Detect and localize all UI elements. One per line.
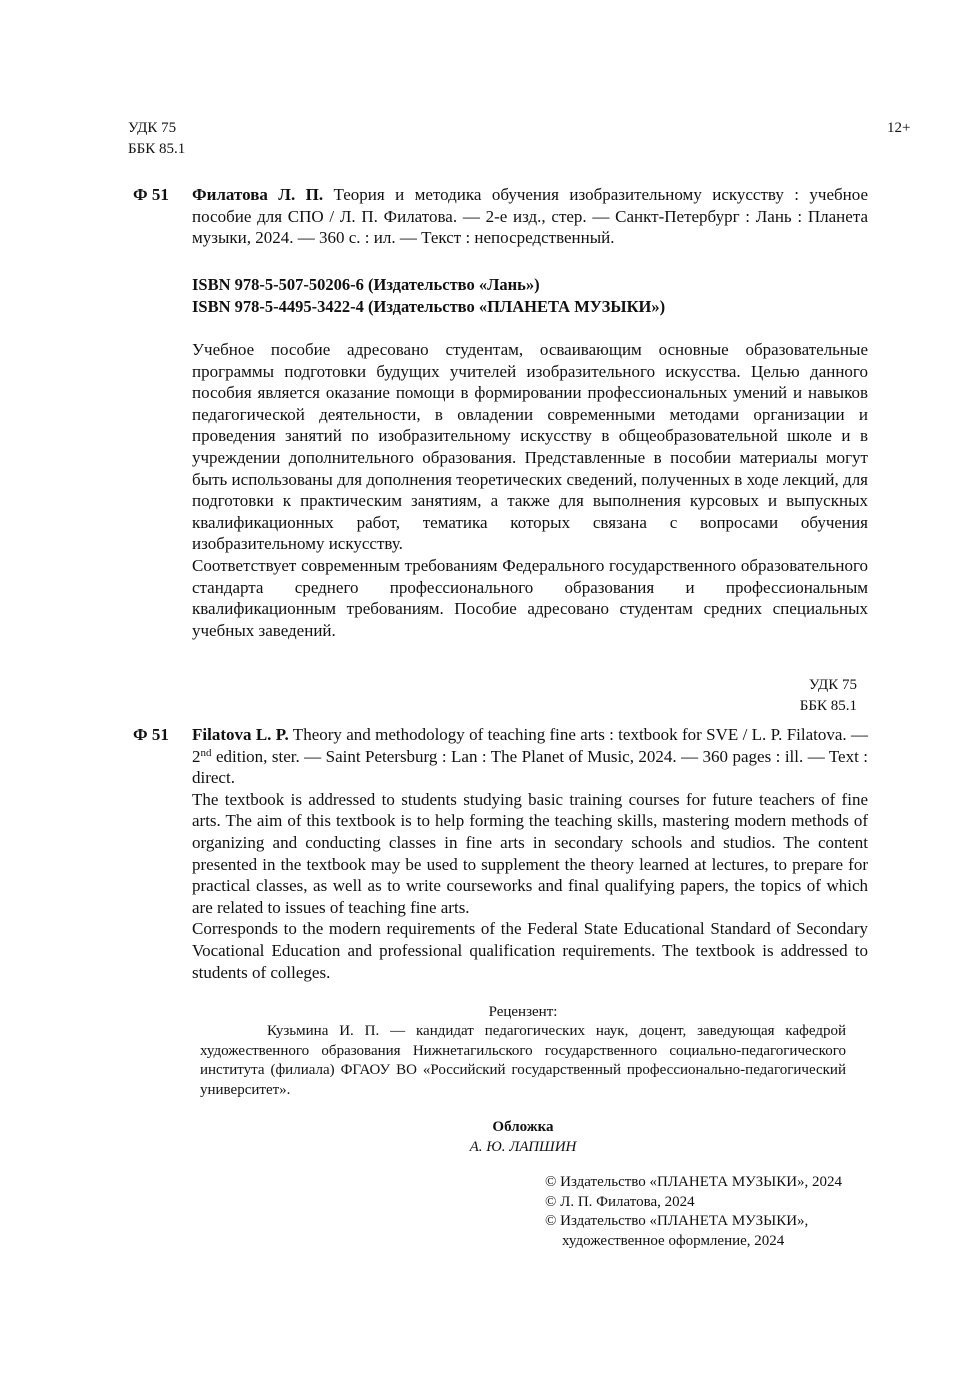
reference-author-ru: Филатова Л. П. [192, 185, 324, 204]
copyright-line: © Издательство «ПЛАНЕТА МУЗЫКИ», 2024 [545, 1174, 843, 1190]
copyright-block [545, 1173, 842, 1251]
reference-text-en-cont: edition, ster. — Saint Petersburg : Lan : The Planet of Music, 2024. — 360 pages : ill. — Text : direct. [192, 746, 868, 788]
reviewer-heading: Рецензент: [488, 1004, 558, 1020]
cover-heading: Обложка [492, 1119, 554, 1135]
age-rating: 12+ [887, 120, 911, 136]
annotation-paragraph-en: The textbook is addressed to students studying basic training courses for future teachers of fine arts. The aim of this textbook is to help forming the teaching skills, mastering modern methods of organizing and conducting classes in fine arts in secondary schools and studios. The content presented in the textbook may be used to supplement the theory learned at lectures, to prepare for practical classes, as well as to write courseworks and final qualifying papers, the topics of which are related to issues of teaching fine arts. [192, 789, 868, 917]
annotation-paragraph: Учебное пособие адресовано студентам, осваивающим основные образовательные программы подготовки будущих учителей изобразительного искусства. Целью данного пособия является оказание помощи в формировании профессиональных умений и навыков педагогической деятельности, в овладении современными методами организации и проведения занятий по изобразительному искусству в общеобразовательной школе и в учреждении дополнительного образования. Представленные в пособии материалы могут быть использованы для дополнения теоретических сведений, полученных в ходе лекций, для подготовки к практическим занятиям, а также для выполнения курсовых и выпускных квалификационных работ, тематика которых связана с вопросами обучения изобразительному искусству. [192, 340, 868, 554]
copyright-line: художественное оформление, 2024 [562, 1232, 785, 1249]
cover-designer: А. Ю. ЛАПШИН [469, 1139, 577, 1155]
annotation-paragraph: Соответствует современным требованиям Федерального государственного образовательного стандарта среднего профессионального образования и профессиональным квалификационным требованиям. Пособие адресовано студентам средних специальных учебных заведений. [192, 555, 868, 640]
bbk-code: ББК 85.1 [128, 141, 186, 157]
bibliographic-reference-ru [192, 184, 868, 249]
classification-codes-right [800, 675, 857, 717]
reference-text-ru: Теория и методика обучения изобразительному искусству : учебное пособие для СПО / Л. П. Филатова. — 2-е изд., стер. — Санкт-Петербург : Лань : Планета музыки, 2024. — 360 с. : ил. — Текст : непосредственный. [192, 185, 868, 248]
author-mark-ru: Ф 51 [133, 185, 169, 204]
classification-codes-top [128, 118, 185, 160]
reference-text-en: Theory and methodology of teaching fine arts : textbook for SVE / L. P. Filatova. — 2 [192, 725, 868, 766]
copyright-line: © Л. П. Филатова, 2024 [545, 1193, 695, 1210]
isbn-block [192, 274, 665, 318]
reference-author-en: Filatova L. P. [192, 725, 289, 744]
udk-code: УДК 75 [808, 677, 857, 693]
copyright-line: © Издательство «ПЛАНЕТА МУЗЫКИ», [545, 1213, 809, 1229]
reference-paragraph-en [192, 724, 868, 789]
isbn-lan: ISBN 978-5-507-50206-6 (Издательство «Лань») [192, 275, 540, 294]
udk-code: УДК 75 [128, 120, 177, 136]
author-mark-en: Ф 51 [133, 725, 169, 744]
bibliographic-reference-en [192, 724, 868, 983]
bbk-code: ББК 85.1 [799, 698, 857, 714]
annotation-paragraph-en: Corresponds to the modern requirements of the Federal State Educational Standard of Secondary Vocational Education and professional qualification requirements. The textbook is addressed to students of colleges. [192, 919, 868, 982]
isbn-planet: ISBN 978-5-4495-3422-4 (Издательство «ПЛАНЕТА МУЗЫКИ») [192, 297, 666, 316]
reviewer-text: Кузьмина И. П. — кандидат педагогических наук, доцент, заведующая кафедрой художественного образования Нижнетагильского государственного социально-педагогического института (филиала) ФГАОУ ВО «Российский государственный профессионально-педагогический университет». [200, 1023, 846, 1098]
edition-superscript: nd [200, 746, 212, 759]
annotation-ru [192, 339, 868, 641]
